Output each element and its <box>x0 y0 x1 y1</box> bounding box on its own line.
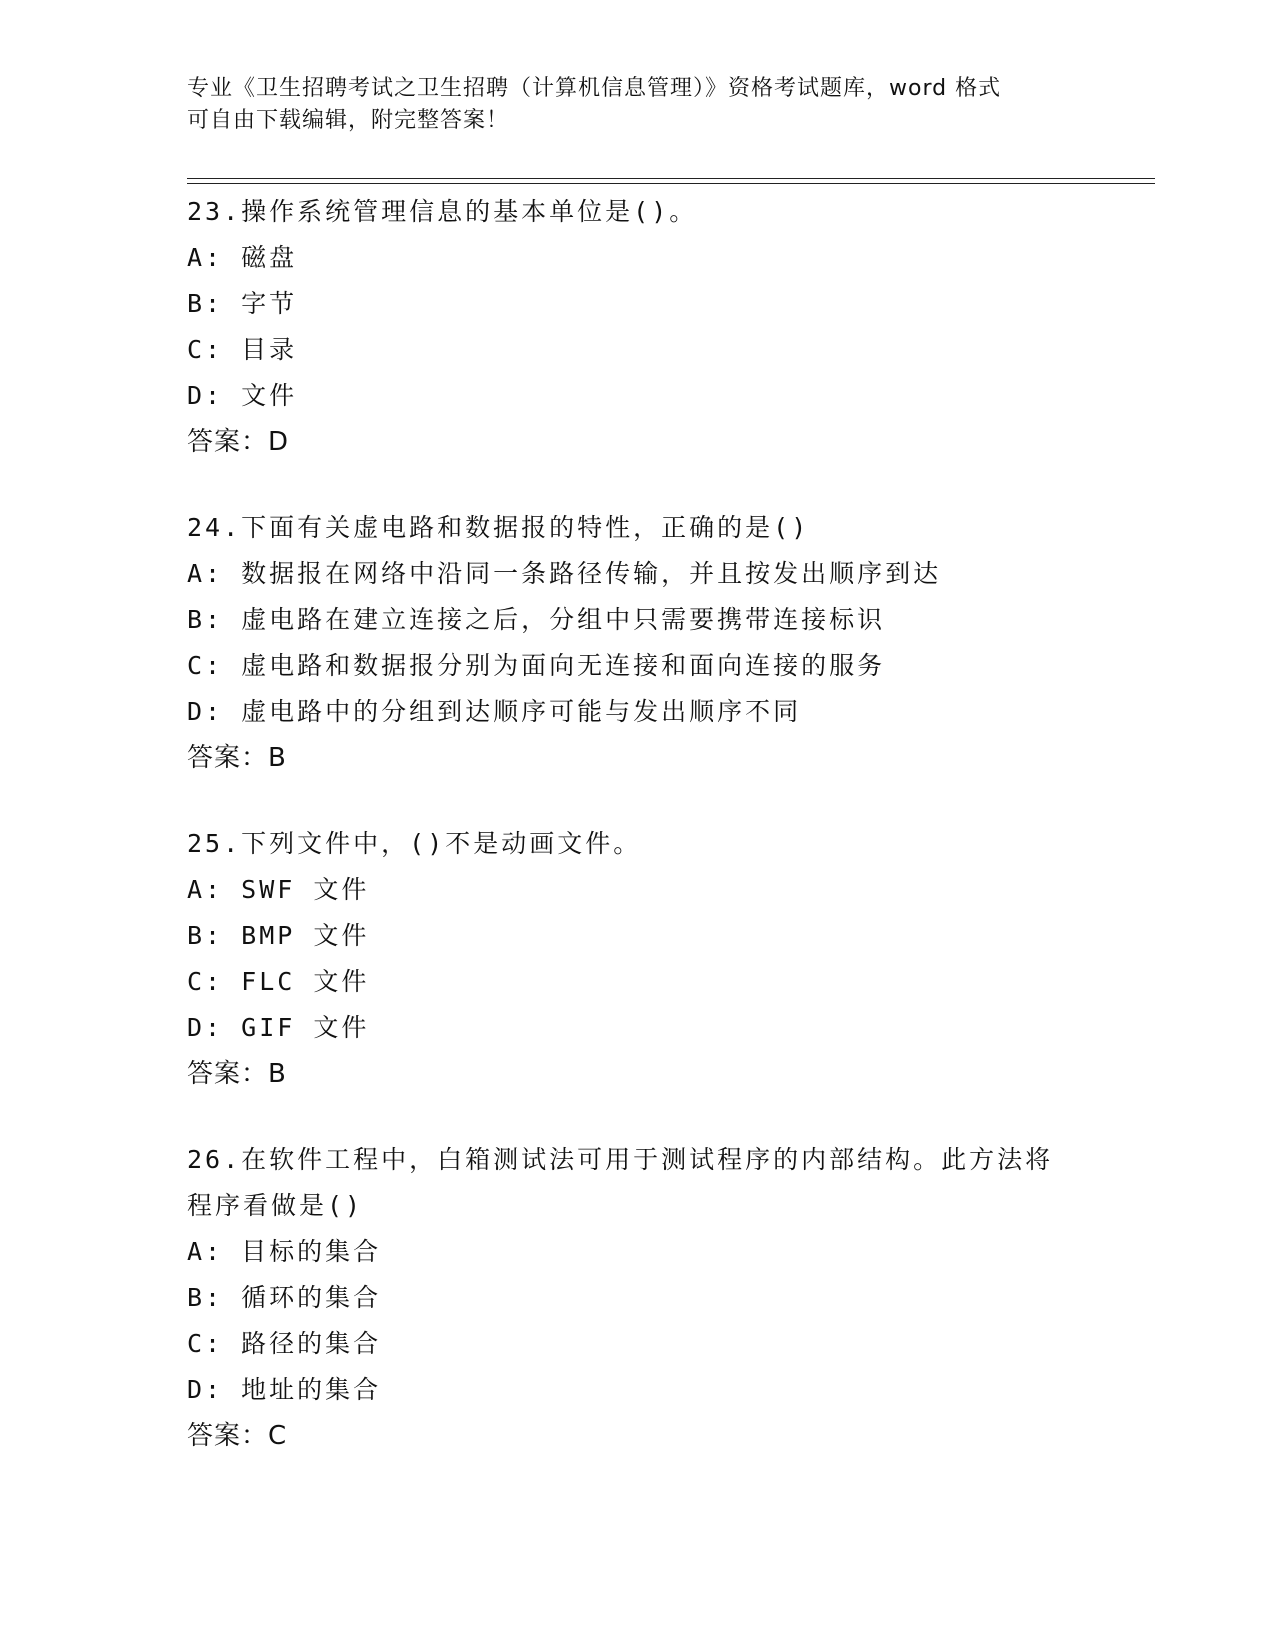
option-a: A: 目标的集合 <box>187 1237 382 1266</box>
question-stem: 25.下列文件中，()不是动画文件。 <box>187 829 642 858</box>
answer-label: 答案：B <box>187 743 287 773</box>
option-d: D: GIF 文件 <box>187 1013 370 1042</box>
question-list <box>187 189 1147 1459</box>
question-stem-line-2: 程序看做是() <box>187 1191 364 1220</box>
header-divider-bottom <box>187 183 1155 184</box>
answer-label: 答案：B <box>187 1059 287 1089</box>
option-d: D: 地址的集合 <box>187 1375 382 1404</box>
question-25 <box>187 821 1147 1097</box>
header-divider-top <box>187 178 1155 179</box>
option-d: D: 虚电路中的分组到达顺序可能与发出顺序不同 <box>187 697 802 726</box>
option-b: B: 循环的集合 <box>187 1283 382 1312</box>
answer-label: 答案：D <box>187 427 290 457</box>
question-spacer <box>187 1097 1147 1137</box>
answer-label: 答案：C <box>187 1421 288 1451</box>
question-stem: 23.操作系统管理信息的基本单位是()。 <box>187 197 698 226</box>
header-line-2: 可自由下载编辑，附完整答案！ <box>187 108 510 133</box>
option-a: A: 磁盘 <box>187 243 298 272</box>
option-d: D: 文件 <box>187 381 298 410</box>
option-b: B: 虚电路在建立连接之后，分组中只需要携带连接标识 <box>187 605 886 634</box>
document-header <box>187 73 1087 137</box>
option-c: C: 虚电路和数据报分别为面向无连接和面向连接的服务 <box>187 651 886 680</box>
option-c: C: 路径的集合 <box>187 1329 382 1358</box>
question-spacer <box>187 781 1147 821</box>
question-stem: 24.下面有关虚电路和数据报的特性，正确的是() <box>187 513 810 542</box>
option-c: C: 目录 <box>187 335 298 364</box>
question-spacer <box>187 465 1147 505</box>
question-26 <box>187 1137 1147 1459</box>
question-stem-line-1: 26.在软件工程中，白箱测试法可用于测试程序的内部结构。此方法将 <box>187 1145 1054 1174</box>
question-23 <box>187 189 1147 465</box>
option-a: A: 数据报在网络中沿同一条路径传输，并且按发出顺序到达 <box>187 559 942 588</box>
question-24 <box>187 505 1147 781</box>
header-line-1: 专业《卫生招聘考试之卫生招聘（计算机信息管理）》资格考试题库，word 格式 <box>187 76 1002 101</box>
option-c: C: FLC 文件 <box>187 967 370 996</box>
option-a: A: SWF 文件 <box>187 875 370 904</box>
option-b: B: 字节 <box>187 289 298 318</box>
option-b: B: BMP 文件 <box>187 921 370 950</box>
